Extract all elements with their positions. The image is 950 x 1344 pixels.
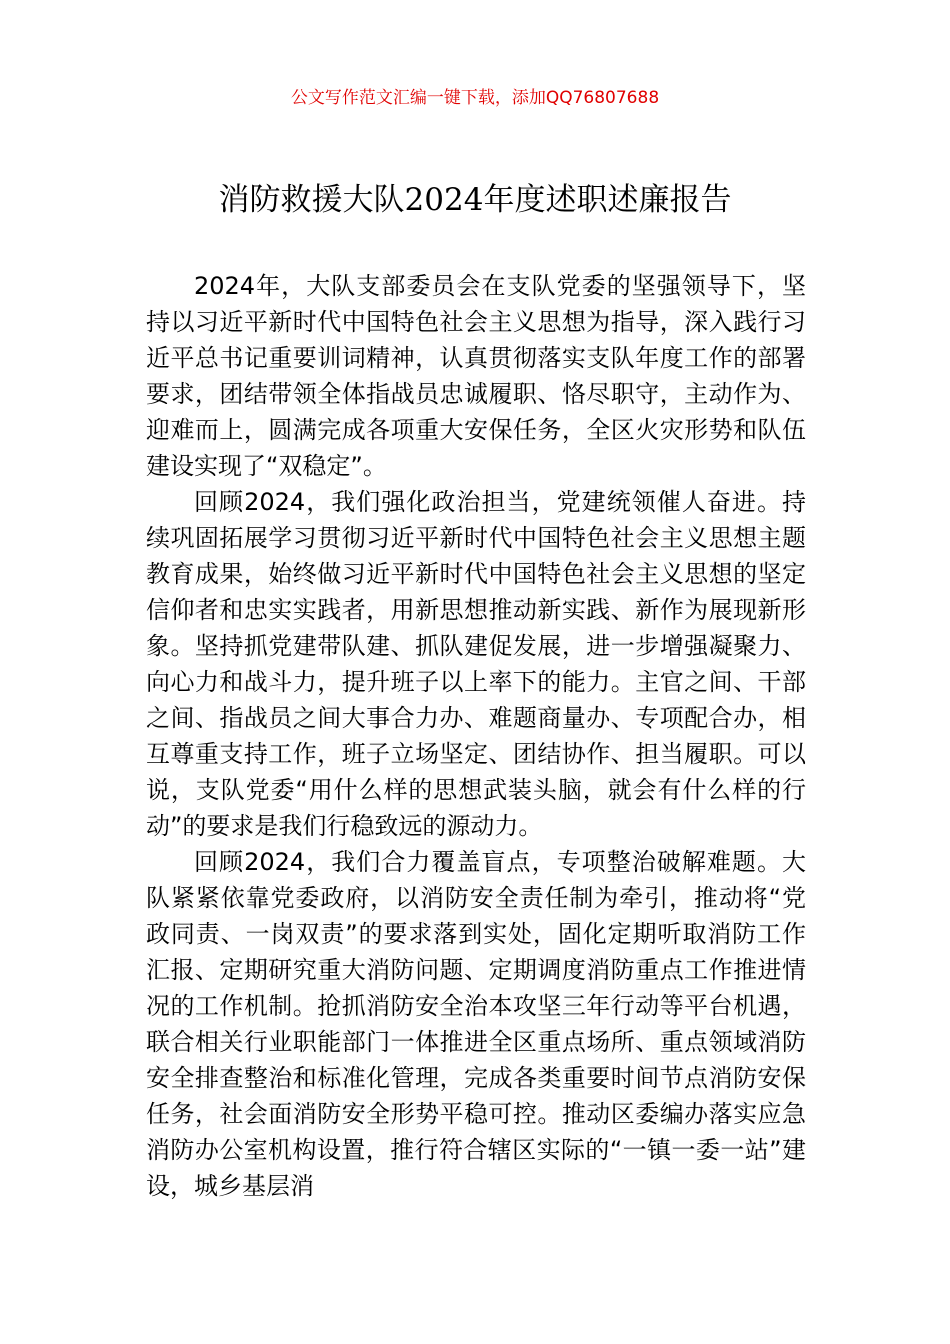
document-body <box>146 268 806 1204</box>
download-promo-note: 公文写作范文汇编一键下载，添加QQ76807688 <box>290 88 660 108</box>
paragraph-special-rectification: 回顾2024，我们合力覆盖盲点，专项整治破解难题。大队紧紧依靠党委政府，以消防安全责任制为牵引，推动将“党政同责、一岗双责”的要求落到实处，固化定期听取消防工作汇报、定期研究重大消防问题、定期调度消防重点工作推进情况的工作机制。抢抓消防安全治本攻坚三年行动等平台机遇，联合相关行业职能部门一体推进全区重点场所、重点领域消防安全排查整治和标准化管理，完成各类重要时间节点消防安保任务，社会面消防安全形势平稳可控。推动区委编办落实应急消防办公室机构设置，推行符合辖区实际的“一镇一委一站”建设，城乡基层消 <box>146 848 806 1200</box>
paragraph-political-commitment: 回顾2024，我们强化政治担当，党建统领催人奋进。持续巩固拓展学习贯彻习近平新时代中国特色社会主义思想主题教育成果，始终做习近平新时代中国特色社会主义思想的坚定信仰者和忠实实践者，用新思想推动新实践、新作为展现新形象。坚持抓党建带队建、抓队建促发展，进一步增强凝聚力、向心力和战斗力，提升班子以上率下的能力。主官之间、干部之间、指战员之间大事合力办、难题商量办、专项配合办，相互尊重支持工作，班子立场坚定、团结协作、担当履职。可以说，支队党委“用什么样的思想武装头脑，就会有什么样的行动”的要求是我们行稳致远的源动力。 <box>146 488 806 840</box>
paragraph-intro: 2024年，大队支部委员会在支队党委的坚强领导下，坚持以习近平新时代中国特色社会主义思想为指导，深入践行习近平总书记重要训词精神，认真贯彻落实支队年度工作的部署要求，团结带领全体指战员忠诚履职、恪尽职守，主动作为、迎难而上，圆满完成各项重大安保任务，全区火灾形势和队伍建设实现了“双稳定”。 <box>146 272 806 480</box>
document-title: 消防救援大队2024年度述职述廉报告 <box>218 182 732 218</box>
